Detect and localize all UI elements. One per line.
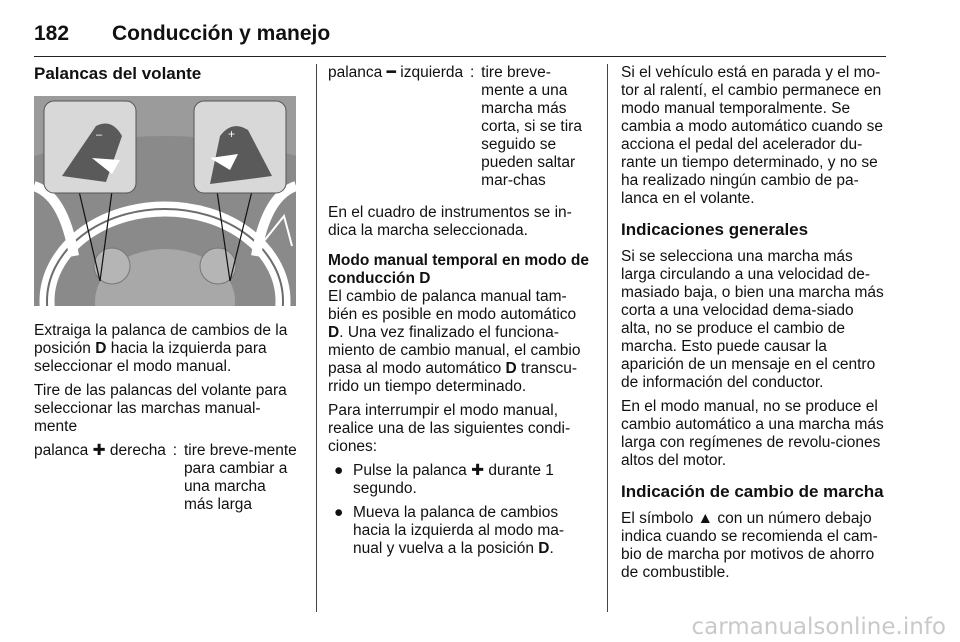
subheading: Modo manual temporal en modo de conducción D [328, 252, 589, 287]
definition-term: palanca ━ izquierda [328, 64, 464, 81]
paragraph: En el cuadro de instrumentos se in-dica la marcha seleccionada. [328, 204, 572, 239]
watermark: carmanualsonline.info [691, 614, 946, 640]
section-title: Indicación de cambio de marcha [621, 482, 884, 501]
steering-wheel-paddles-illustration [34, 96, 296, 306]
definition-description: tire breve-mente a una marcha más corta, si se tira seguido se pueden saltar mar-chas [481, 64, 582, 189]
definition-term: palanca ✚ derecha [34, 442, 166, 459]
definition-description: tire breve-mente para cambiar a una marcha más larga [183, 442, 297, 513]
plus-icon: ✚ [92, 442, 106, 459]
section-title: Palancas del volante [34, 64, 202, 83]
paragraph: Extraiga la palanca de cambios de la posición D hacia la izquierda para seleccionar el modo manual. [34, 322, 288, 375]
paragraph: Para interrumpir el modo manual, realice una de las siguientes condi-ciones: [328, 402, 571, 455]
gear-d-label: D [95, 340, 107, 357]
paragraph: El símbolo ▲ con un número debajo indica cuando se recomienda el cam-bio de marcha por motivos de ahorro de combustible. [621, 510, 878, 581]
column-1 [34, 64, 298, 514]
page-header [34, 22, 886, 57]
paragraph: Tire de las palancas del volante para seleccionar las marchas manual-mente [34, 382, 287, 435]
minus-sign: – [96, 129, 103, 141]
column-2 [328, 64, 592, 564]
bullet-icon: ● [334, 462, 344, 479]
bullet-list [328, 462, 592, 558]
column-divider [316, 64, 317, 612]
list-item: ● Mueva la palanca de cambios hacia la izquierda al modo ma-nual y vuelva a la posición D. [334, 504, 565, 557]
paragraph: Si se selecciona una marcha más larga circulando a una velocidad de-masiado baja, o bien una marcha más corta a una velocidad dema-siado alta, no se produce el cambio de marcha. Esto puede causar la aparición de un mensaje en el centro de información del conductor. [621, 248, 884, 391]
minus-icon: ━ [386, 64, 396, 81]
plus-sign: + [228, 127, 236, 141]
definition-plus-paddle: palanca ✚ derecha : tire breve-mente para cambiar a una marcha más larga [34, 442, 297, 513]
column-3 [621, 64, 887, 588]
page-number: 182 [34, 22, 70, 45]
column-divider [607, 64, 608, 612]
paragraph: En el modo manual, no se produce el cambio automático a una marcha más larga con regímenes de revolu-ciones altos del motor. [621, 398, 884, 469]
section-title: Indicaciones generales [621, 220, 809, 239]
bullet-icon: ● [334, 504, 344, 521]
plus-icon: ✚ [471, 462, 485, 479]
paragraph: El cambio de palanca manual tam-bién es posible en modo automático D. Una vez finalizado el funciona-miento de cambio manual, el cambio pasa al modo automático D transcu-rrido un tiempo determinado. [328, 288, 581, 395]
definition-minus-paddle: palanca ━ izquierda : tire breve-mente a una marcha más corta, si se tira seguido se pueden saltar mar-chas [328, 64, 592, 190]
chapter-title: Conducción y manejo [112, 22, 331, 45]
triangle-up-icon: ▲ [697, 510, 714, 527]
list-item: ● Pulse la palanca ✚ durante 1 segundo. [334, 462, 554, 497]
paragraph: Si el vehículo está en parada y el mo-tor al ralentí, el cambio permanece en modo manual temporalmente. Se cambia a modo automático cuando se acciona el pedal del acelerador du-rante un tiempo determinado, y no se ha realizado ningún cambio de pa-lanca en el volante. [621, 64, 883, 207]
